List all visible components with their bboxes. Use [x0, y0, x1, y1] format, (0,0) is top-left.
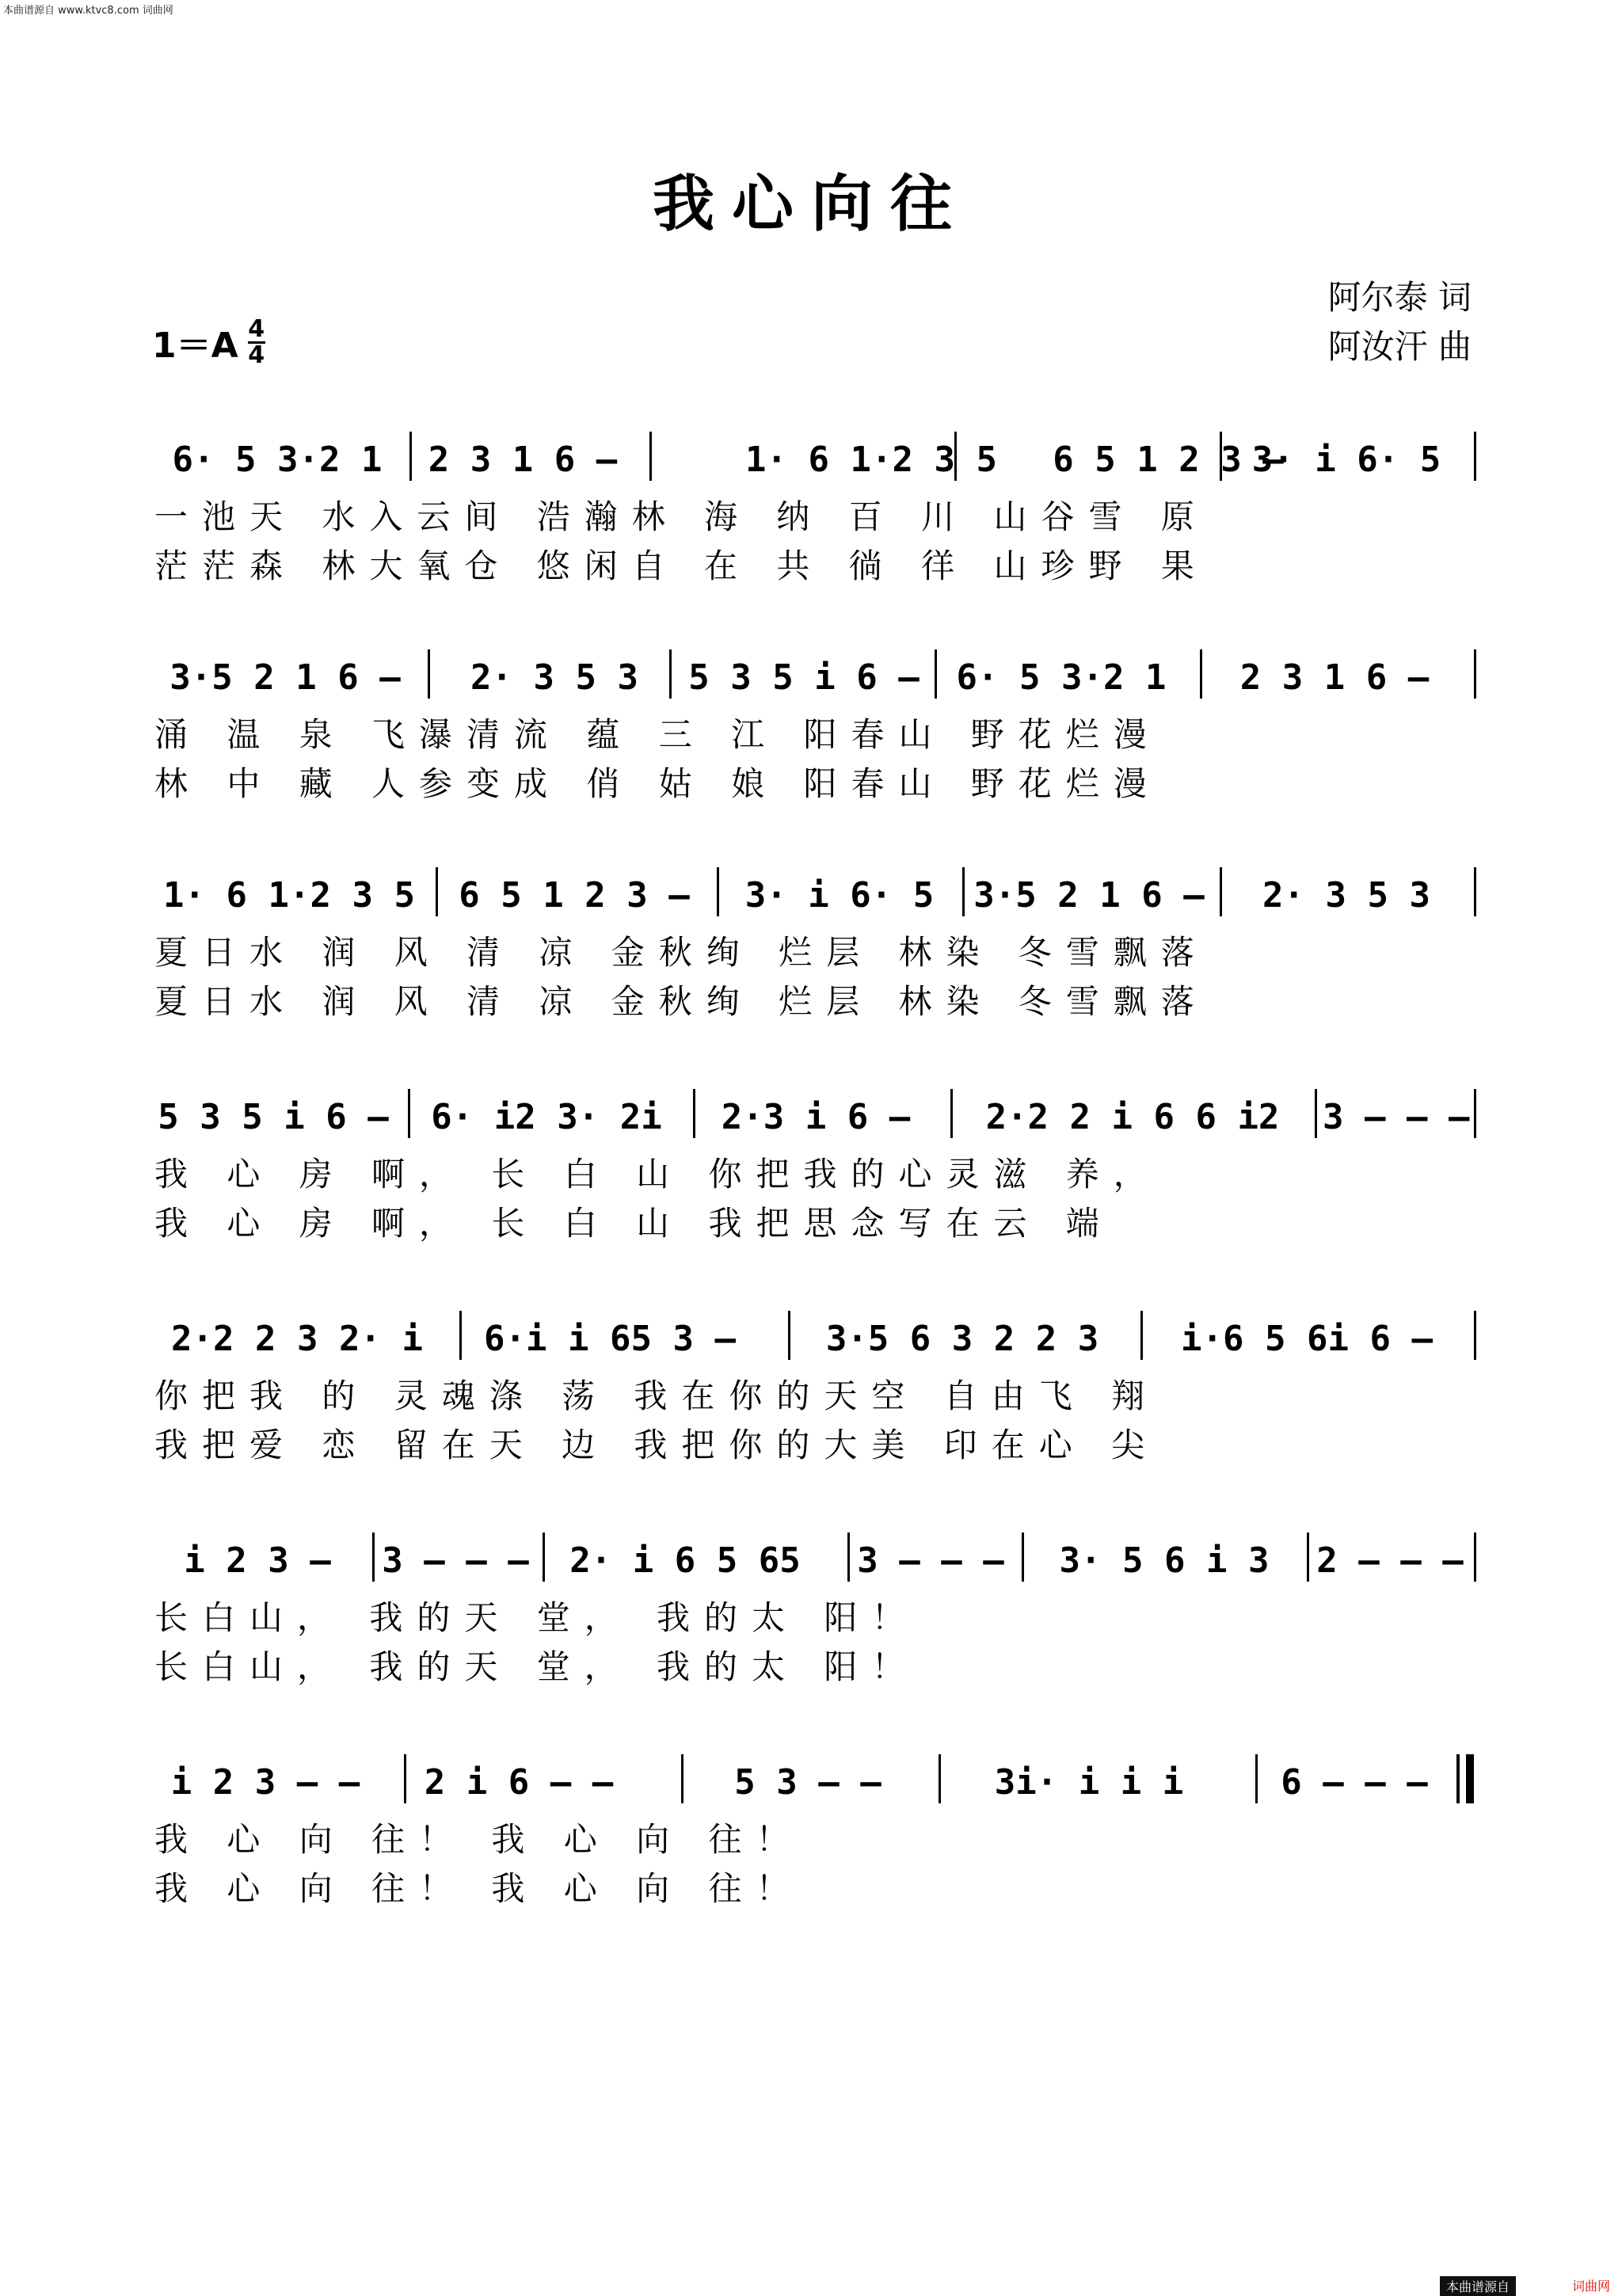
score-system-4 [154, 1053, 1477, 1247]
measure: 2· i 6 5 65 [569, 1540, 801, 1581]
measure: 3 – – – [857, 1540, 1004, 1581]
measure: 6· 5 3·2 1 [172, 439, 383, 480]
measure: 1· 6 1·2 3 5 [163, 874, 415, 916]
measure: 3·5 2 1 6 – [973, 874, 1205, 916]
lyric-verse-1: 我 心 向 往！ 我 心 向 往！ [154, 1820, 804, 1859]
lyric-verse-1: 我 心 房 啊， 长 白 山 你把我的心灵滋 养， [154, 1155, 1161, 1194]
measure: 5 3 – – [734, 1761, 881, 1803]
lyricist-credit: 阿尔泰 词 [1327, 278, 1472, 317]
measure: 6· i2 3· 2i [431, 1096, 662, 1137]
notes-row [154, 832, 1477, 927]
lyric-verse-2: 长白山， 我的天 堂， 我的太 阳！ [154, 1647, 920, 1686]
measure: 2· 3 5 3 [1262, 874, 1430, 916]
measure: 2· 3 5 3 [470, 657, 638, 698]
measure: 3 – – – [1323, 1096, 1470, 1137]
time-signature [248, 314, 265, 369]
measure: 6 5 1 2 3 – [459, 874, 690, 916]
notes-row [154, 1497, 1477, 1592]
lyric-verse-1: 你把我 的 灵魂涤 荡 我在你的天空 自由飞 翔 [154, 1376, 1159, 1415]
lyric-verse-2: 我把爱 恋 留在天 边 我把你的大美 印在心 尖 [154, 1426, 1159, 1464]
measure: 2·3 i 6 – [721, 1096, 911, 1137]
footer-watermark-right: 词曲网 [1572, 2279, 1611, 2294]
measure: 3 – – – [382, 1540, 529, 1581]
measure: 6·i i 65 3 – [484, 1318, 736, 1359]
notes-row [154, 1053, 1477, 1148]
footer-watermark-left: 本曲谱源自 [1440, 2276, 1516, 2296]
measure: 3·5 2 1 6 – [169, 657, 401, 698]
measure: 2 3 1 6 – [1239, 657, 1430, 698]
song-title: 我心向往 [652, 168, 969, 240]
score-system-3 [154, 832, 1477, 1025]
lyric-verse-2: 夏日水 润 风 清 凉 金秋绚 烂层 林染 冬雪飘落 [154, 982, 1209, 1021]
composer-credit: 阿汝汗 曲 [1327, 327, 1472, 366]
measure: 3· 5 6 i 3 [1059, 1540, 1270, 1581]
measure: 1· 6 1·2 3 5 [745, 439, 997, 480]
measure: 3·5 6 3 2 2 3 [825, 1318, 1099, 1359]
score-system-1 [154, 396, 1477, 589]
lyric-verse-2: 我 心 向 往！ 我 心 向 往！ [154, 1869, 804, 1908]
lyric-verse-2: 林 中 藏 人参变成 俏 姑 娘 阳春山 野花烂漫 [154, 764, 1161, 803]
measure: 5 3 5 i 6 – [158, 1096, 389, 1137]
measure: 2·2 2 i 6 6 i2 [985, 1096, 1280, 1137]
key-label: 1＝A [152, 326, 238, 366]
measure: 2 3 1 6 – [428, 439, 618, 480]
header-watermark: 本曲谱源自 www.ktvc8.com 词曲网 [3, 5, 173, 17]
credits [1328, 273, 1472, 371]
lyric-verse-2: 我 心 房 啊， 长 白 山 我把思念写在云 端 [154, 1204, 1114, 1243]
score-system-2 [154, 614, 1477, 807]
notes-row [154, 1275, 1477, 1370]
measure: 3i· i i i [994, 1761, 1184, 1803]
score-system-7 [154, 1719, 1477, 1912]
lyric-verse-1: 夏日水 润 风 清 凉 金秋绚 烂层 林染 冬雪飘落 [154, 933, 1209, 972]
measure: i 2 3 – [184, 1540, 331, 1581]
lyric-verse-1: 涌 温 泉 飞瀑清流 蕴 三 江 阳春山 野花烂漫 [154, 715, 1161, 754]
measure: 6 – – – [1281, 1761, 1428, 1803]
measure: 3· i 6· 5 [1251, 439, 1441, 480]
measure: 2 – – – [1316, 1540, 1464, 1581]
time-signature-bottom: 4 [248, 341, 265, 369]
measure: 6· 5 3·2 1 [956, 657, 1167, 698]
notes-row [154, 1719, 1477, 1814]
key-signature [152, 314, 265, 369]
score-system-5 [154, 1275, 1477, 1468]
measure: 2 i 6 – – [424, 1761, 614, 1803]
measure: 5 3 5 i 6 – [688, 657, 920, 698]
measure: 2·2 2 3 2· i [171, 1318, 423, 1359]
time-signature-top: 4 [248, 314, 265, 343]
measure: i 2 3 – – [170, 1761, 360, 1803]
lyric-verse-1: 长白山， 我的天 堂， 我的太 阳！ [154, 1598, 920, 1637]
notes-row [154, 396, 1477, 491]
score-system-6 [154, 1497, 1477, 1690]
notes-row [154, 614, 1477, 709]
lyric-verse-1: 一池天 水入云间 浩瀚林 海 纳 百 川 山谷雪 原 [154, 497, 1209, 536]
measure: 6 5 1 2 3 – [1053, 439, 1284, 480]
measure: i·6 5 6i 6 – [1181, 1318, 1433, 1359]
lyric-verse-2: 茫茫森 林大氧仓 悠闲自 在 共 徜 徉 山珍野 果 [154, 546, 1209, 585]
measure: 3· i 6· 5 [744, 874, 935, 916]
